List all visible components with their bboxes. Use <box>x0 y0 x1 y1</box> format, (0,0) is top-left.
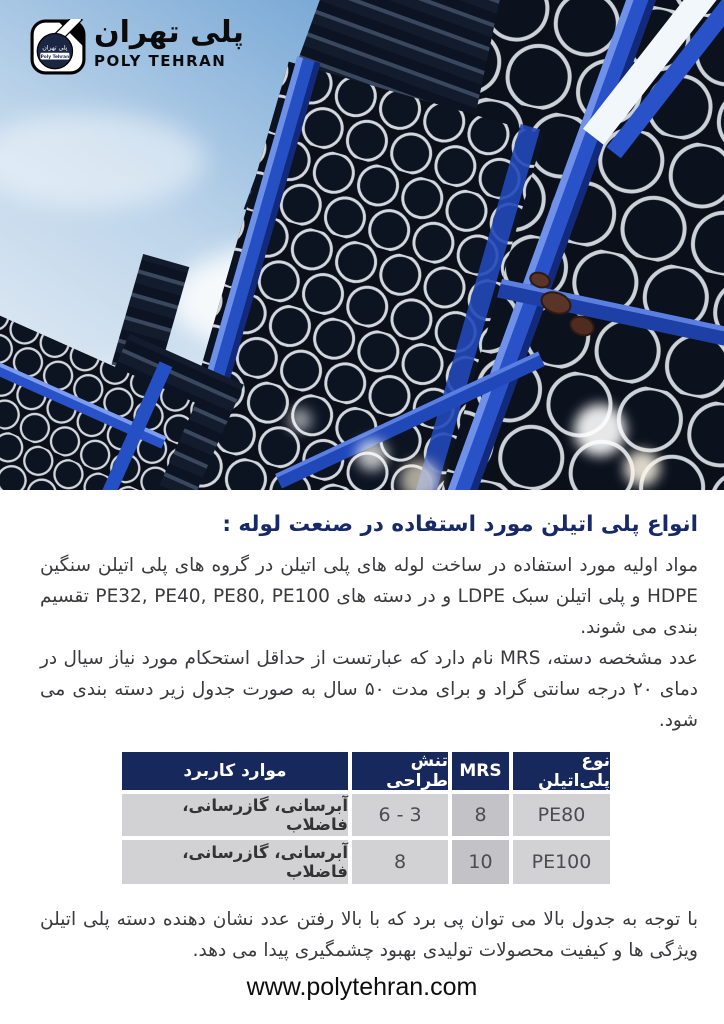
logo-wordmark-fa: پلی تهران <box>94 15 244 50</box>
table-header-type: نوع پلی‌اتیلن <box>513 752 610 790</box>
conclusion-paragraph: با توجه به جدول بالا می توان پی برد که با بالا رفتن عدد نشان دهنده دسته پلی اتیلن ویژگی ها و کیفیت محصولات تولیدی بهبود چشمگیری پیدا می دهد. <box>40 909 698 961</box>
table-cell-mrs-pe80: 8 <box>452 794 509 836</box>
table-cell-applications-pe80: آبرسانی، گازرسانی، فاضلاب <box>122 794 348 836</box>
page-title: انواع پلی اتیلن مورد استفاده در صنعت لوله : <box>222 512 698 537</box>
intro-paragraph: مواد اولیه مورد استفاده در ساخت لوله های پلی اتیلن در گروه های پلی اتیلن سنگین HDPE و پلی اتیلن سبک LDPE و در دسته های PE32, PE40, PE80, PE100 تقسیم بندی می شوند. <box>40 555 698 638</box>
article-body <box>0 490 724 966</box>
pipes-photo <box>0 0 724 490</box>
table-cell-stress-pe80: 6 - 3 <box>352 794 448 836</box>
table-cell-stress-pe100: 8 <box>352 840 448 884</box>
company-logo <box>30 16 244 75</box>
logo-wordmark-en: POLY TEHRAN <box>94 52 227 70</box>
table-cell-mrs-pe100: 10 <box>452 840 509 884</box>
website-url: www.polytehran.com <box>246 973 478 1001</box>
table-cell-type-pe100: PE100 <box>513 840 610 884</box>
logo-badge-fa-text: پلی تهران <box>42 44 68 52</box>
logo-badge-icon <box>30 19 86 75</box>
logo-wordmark <box>94 16 244 70</box>
table-header-applications: موارد کاربرد <box>122 752 348 790</box>
table-cell-type-pe80: PE80 <box>513 794 610 836</box>
table-cell-applications-pe100: آبرسانی، گازرسانی، فاضلاب <box>122 840 348 884</box>
table-header-mrs: MRS <box>452 752 509 790</box>
pe-classification-table <box>122 752 610 884</box>
logo-badge-en-text: Poly Tehran <box>40 55 70 61</box>
table-header-design-stress: تنش طراحی <box>352 752 448 790</box>
mrs-paragraph: عدد مشخصه دسته، MRS نام دارد که عبارتست از حداقل استحکام مورد نیاز سیال در دمای ۲۰ درجه سانتی گراد و برای مدت ۵۰ سال به صورت جدول زیر دسته بندی می شود. <box>40 648 698 731</box>
